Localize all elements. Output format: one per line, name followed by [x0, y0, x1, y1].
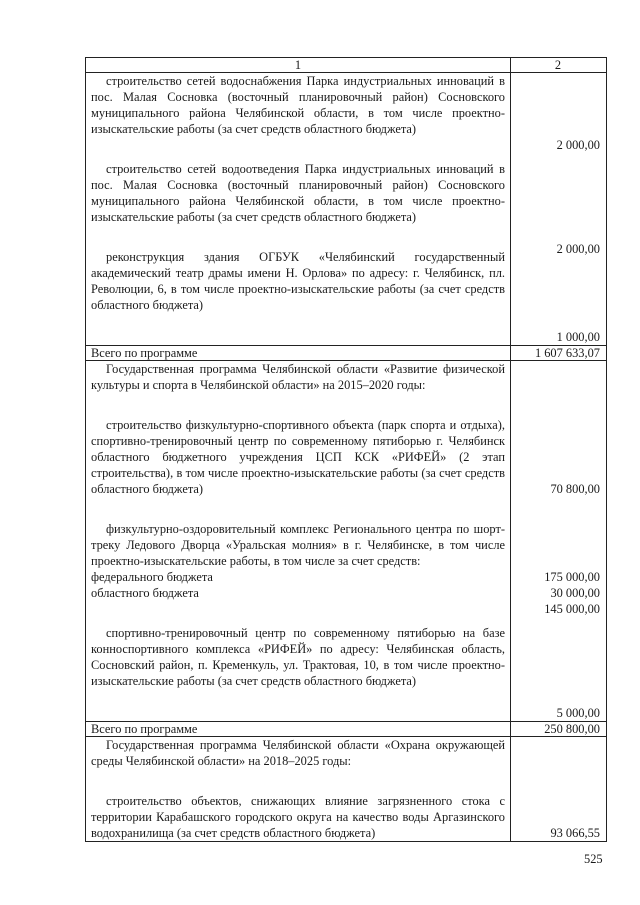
item-value: 1 000,00 — [556, 330, 600, 344]
total-label: Всего по программе — [86, 722, 511, 737]
table-row — [86, 73, 607, 346]
item-value: 2 000,00 — [556, 138, 600, 152]
item-text: строительство физкультурно-спортивного объекта (парк спорта и отдыха), спортивно-тренировочный центр по современному пятиборью г. Челябинск областного бюджетного учреждения ЦСП КСК «РИФЕЙ» (2 этап строительства), в том числе проектно-изыскательские работы (за счет средств областного бюджета) — [91, 418, 505, 496]
row-value-cell — [511, 361, 607, 722]
item-value: 70 800,00 — [550, 482, 600, 496]
program-title: Государственная программа Челябинской области «Охрана окружающей среды Челябинской области» на 2018–2025 годы: — [91, 738, 505, 768]
column-header-2: 2 — [511, 58, 607, 73]
item-value: 145 000,00 — [544, 602, 600, 616]
total-row — [86, 346, 607, 361]
table-header-row — [86, 58, 607, 73]
item-value: 5 000,00 — [556, 706, 600, 720]
row-value-cell — [511, 737, 607, 842]
item-value: 175 000,00 — [544, 570, 600, 584]
row-text-cell — [86, 73, 511, 346]
column-header-1: 1 — [86, 58, 511, 73]
funding-source-label: федерального бюджета — [91, 570, 213, 584]
page-number: 525 — [584, 852, 603, 866]
item-text: физкультурно-оздоровительный комплекс Регионального центра по шорт-треку Ледового Дворца «Уральская молния» в г. Челябинске, в том числе проектно-изыскательские работы, в том числе за счет средств: — [91, 522, 505, 568]
table-row — [86, 361, 607, 722]
funding-source-label: областного бюджета — [91, 586, 199, 600]
row-text-cell — [86, 361, 511, 722]
row-text-cell — [86, 737, 511, 842]
total-value: 1 607 633,07 — [511, 346, 607, 361]
item-text: строительство сетей водоотведения Парка индустриальных инноваций в пос. Малая Сосновка (восточный планировочный район) Сосновского муниципального района Челябинской области, в том числе проектно-изыскательские работы (за счет средств областного бюджета) — [91, 162, 505, 224]
item-text: строительство объектов, снижающих влияние загрязненного стока с территории Карабашского городского округа на качество воды Аргазинского водохранилища (за счет средств областного бюджета) — [91, 794, 505, 840]
item-value: 2 000,00 — [556, 242, 600, 256]
row-value-cell — [511, 73, 607, 346]
program-title: Государственная программа Челябинской области «Развитие физической культуры и спорта в Челябинской области» на 2015–2020 годы: — [91, 362, 505, 392]
budget-table — [85, 57, 607, 842]
total-row — [86, 722, 607, 737]
total-value: 250 800,00 — [511, 722, 607, 737]
item-text: реконструкция здания ОГБУК «Челябинский государственный академический театр драмы имени Н. Орлова» по адресу: г. Челябинск, пл. Революции, 6, в том числе проектно-изыскательские работы (за счет средств областного бюджета) — [91, 250, 505, 312]
item-value: 30 000,00 — [550, 586, 600, 600]
item-value: 93 066,55 — [550, 826, 600, 840]
total-label: Всего по программе — [86, 346, 511, 361]
item-text: спортивно-тренировочный центр по современному пятиборью на базе конноспортивного комплекса «РИФЕЙ» по адресу: Челябинская область, Сосновский район, п. Кременкуль, ул. Трактовая, 10, в том числе проектно-изыскательские работы (за счет средств областного бюджета) — [91, 626, 505, 688]
item-text: строительство сетей водоснабжения Парка индустриальных инноваций в пос. Малая Сосновка (восточный планировочный район) Сосновского муниципального района Челябинской области, в том числе проектно-изыскательские работы (за счет средств областного бюджета) — [91, 74, 505, 136]
table-row — [86, 737, 607, 842]
